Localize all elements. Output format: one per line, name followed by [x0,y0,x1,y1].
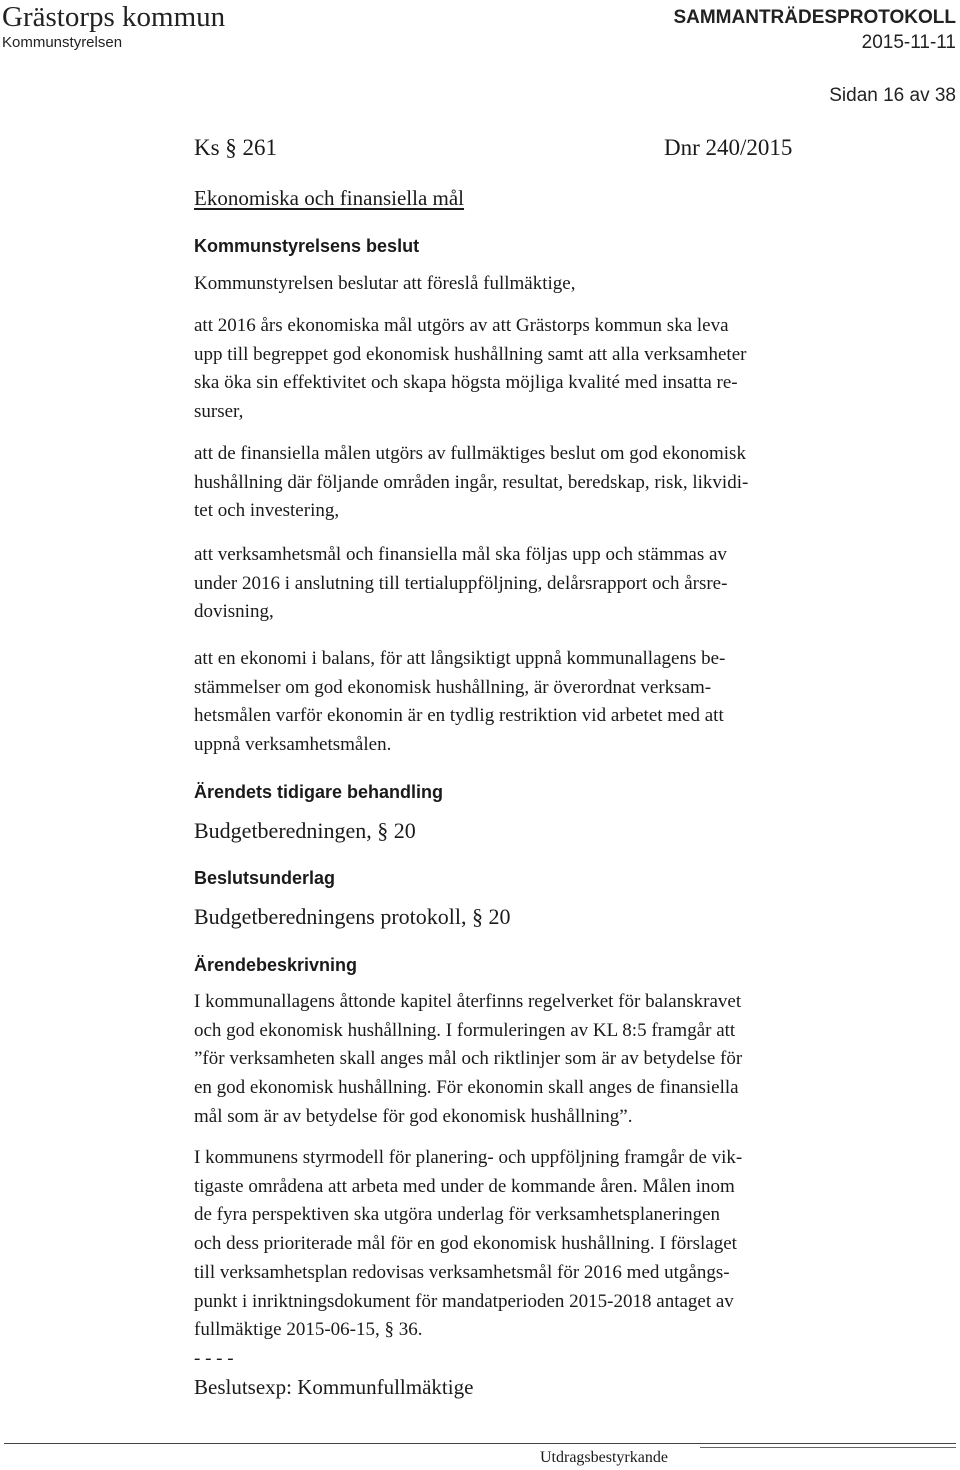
decision-clause [194,541,914,627]
text-line: stämmelser om god ekonomisk hushållning, är överordnat verksam- [194,676,712,698]
case-topic: Ekonomiska och finansiella mål [194,186,465,210]
text-line: att de finansiella målen utgörs av fullmäktiges beslut om god ekonomisk [194,443,746,464]
text-line: ska öka sin effektivitet och skapa högsta möjliga kvalité med insatta re- [194,372,738,394]
text-line: att en ekonomi i balans, för att långsiktigt uppnå kommunallagens be- [194,648,726,669]
text-line: dovisning, [194,601,274,623]
text-line: upp till begreppet god ekonomisk hushållning samt att alla verksamheter [194,343,747,365]
text-line: hushållning där följande områden ingår, resultat, beredskap, risk, likvidi- [194,471,749,493]
text-line: uppnå verksamhetsmålen. [194,734,392,756]
text-line: Budgetberedningen, § 20 [194,818,416,843]
text-line: ”för verksamheten skall anges mål och riktlinjer som är av betydelse för [194,1048,743,1070]
prior-handling-heading: Ärendets tidigare behandling [194,782,444,802]
description-paragraph [194,988,914,1132]
decision-heading: Kommunstyrelsens beslut [194,236,420,256]
footer-label: Utdragsbestyrkande [540,1449,668,1466]
text-line: Budgetberedningens protokoll, § 20 [194,904,511,929]
text-line: hetsmålen varför ekonomin är en tydlig restriktion vid arbetet med att [194,705,724,727]
decision-clause [194,440,914,526]
text-line: under 2016 i anslutning till tertialuppföljning, delårsrapport och årsre- [194,572,728,594]
text-line: surser, [194,401,244,423]
text-line: och god ekonomisk hushållning. I formuleringen av KL 8:5 framgår att [194,1019,736,1041]
text-line: mål som är av betydelse för god ekonomisk hushållning”. [194,1105,633,1127]
unit-name: Kommunstyrelsen [2,34,123,51]
decision-clause [194,312,914,427]
diary-number: Dnr 240/2015 [664,135,793,160]
basis-text [194,902,914,932]
decision-intro [194,270,914,299]
text-line: tet och investering, [194,500,340,522]
separator-dashes: - - - - [194,1348,234,1369]
text-line: de fyra perspektiven ska utgöra underlag för verksamhetsplaneringen [194,1204,720,1226]
basis-heading: Beslutsunderlag [194,868,336,888]
description-paragraph [194,1144,914,1345]
text-line: Kommunstyrelsen beslutar att föreslå fullmäktige, [194,273,576,294]
text-line: I kommunens styrmodell för planering- och uppföljning framgår de vik- [194,1147,743,1168]
text-line: att 2016 års ekonomiska mål utgörs av att Grästorps kommun ska leva [194,315,729,336]
org-name: Grästorps kommun [2,1,226,33]
text-line: till verksamhetsplan redovisas verksamhetsmål för 2016 med utgångs- [194,1261,730,1283]
page-number: Sidan 16 av 38 [829,85,956,106]
text-line: och dess prioriterade mål för en god ekonomisk hushållning. I förslaget [194,1233,737,1255]
meeting-date: 2015-11-11 [861,32,956,53]
decision-clause [194,645,914,760]
text-line: tigaste områdena att arbeta med under de kommande åren. Målen inom [194,1175,735,1197]
text-line: en god ekonomisk hushållning. För ekonomin skall anges de finansiella [194,1077,739,1099]
text-line: I kommunallagens åttonde kapitel återfinns regelverket för balanskravet [194,991,742,1012]
text-line: att verksamhetsmål och finansiella mål ska följas upp och stämmas av [194,544,727,565]
text-line: punkt i inriktningsdokument för mandatperioden 2015-2018 antaget av [194,1290,734,1312]
case-paragraph-number: Ks § 261 [194,135,278,160]
footer-rule [4,1443,956,1444]
description-heading: Ärendebeskrivning [194,955,358,975]
text-line: fullmäktige 2015-06-15, § 36. [194,1319,423,1341]
footer-rule-secondary [700,1447,956,1448]
protocol-title: SAMMANTRÄDESPROTOKOLL [673,7,956,28]
dispatch-line: Beslutsexp: Kommunfullmäktige [194,1375,474,1399]
prior-handling-text [194,816,914,846]
